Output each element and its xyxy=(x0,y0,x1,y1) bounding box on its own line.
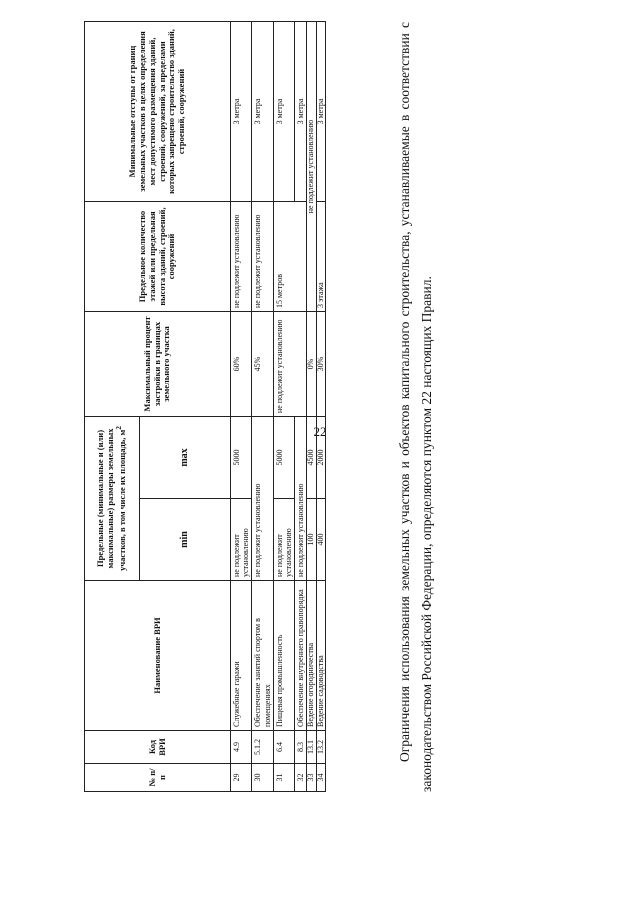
table-row xyxy=(316,22,325,792)
cell-floors: 15 метров xyxy=(273,202,307,312)
cell-code: 13.1 xyxy=(307,731,316,764)
header-size xyxy=(85,417,140,581)
cell-percent: не подлежит установлению xyxy=(273,312,307,417)
header-floors: Предельное количество этажей или предельная высота зданий, строений, сооружений xyxy=(85,202,231,312)
cell-name: Ведение огородничества xyxy=(307,581,316,731)
header-max: max xyxy=(140,417,231,499)
cell-number: 29 xyxy=(231,764,252,792)
table-row xyxy=(307,22,316,792)
header-percent: Максимальный процент застройки в границах земельного участка xyxy=(85,312,231,417)
restrictions-note xyxy=(394,22,438,792)
header-code: Код ВРИ xyxy=(85,731,231,764)
cell-max: 5000 xyxy=(231,417,252,499)
header-number: № п/п xyxy=(85,764,231,792)
cell-setback: 3 метра xyxy=(231,22,252,202)
cell-percent: 60% xyxy=(231,312,252,417)
cell-floors: не подлежит установлению xyxy=(231,202,252,312)
header-setback: Минимальные отступы от границ земельных участков в целях определения мест допустимого размещения зданий, строений, сооружений, за пределами которых запрещено строительство зданий, строений, сооружений xyxy=(85,22,231,202)
cell-name: Пищевая промышленность xyxy=(273,581,294,731)
cell-setback: 3 метра xyxy=(316,22,325,202)
cell-max: 4500 xyxy=(307,417,316,499)
cell-percent: 30% xyxy=(316,312,325,417)
cell-number: 31 xyxy=(273,764,294,792)
cell-floors-setback: не подлежит установлению xyxy=(307,22,316,312)
cell-name: Служебные гаражи xyxy=(231,581,252,731)
cell-percent: 45% xyxy=(252,312,273,417)
table-row xyxy=(252,22,273,792)
cell-setback: 3 метра xyxy=(295,22,307,202)
cell-min-max: не подлежит установлению xyxy=(295,417,307,581)
header-min: min xyxy=(140,499,231,581)
cell-name: Обеспечение занятий спортом в помещениях xyxy=(252,581,273,731)
regulations-table xyxy=(84,21,326,792)
cell-code: 13.2 xyxy=(316,731,325,764)
cell-min: не подлежит установлению xyxy=(231,499,252,581)
cell-name: Обеспечение внутреннего правопорядка xyxy=(295,581,307,731)
header-size-text: Предельные (минимальные и (или) максимальные) размеры земельных участков, в том числе их площадь, м xyxy=(94,428,128,571)
cell-min-max: не подлежит установлению xyxy=(252,417,273,581)
cell-max: 2000 xyxy=(316,417,325,499)
table-row xyxy=(273,22,294,792)
header-size-superscript: 2 xyxy=(115,426,124,430)
cell-min: 100 xyxy=(307,499,316,581)
cell-code: 6.4 xyxy=(273,731,294,764)
cell-number: 33 xyxy=(307,764,316,792)
cell-setback: 3 метра xyxy=(273,22,294,202)
cell-code: 5.1.2 xyxy=(252,731,273,764)
cell-number: 34 xyxy=(316,764,325,792)
table-row xyxy=(231,22,252,792)
cell-max: 5000 xyxy=(273,417,294,499)
header-name: Наименование ВРИ xyxy=(85,581,231,731)
note-text: Ограничения использования земельных участков и объектов капитального строительства, устанавливаемые в соответствии с законодательством Российской Федерации, определяются пунктом 22 настоящих Правил. xyxy=(397,22,434,792)
cell-code: 4.9 xyxy=(231,731,252,764)
cell-setback: 3 метра xyxy=(252,22,273,202)
cell-number: 32 xyxy=(295,764,307,792)
page-number: 22 xyxy=(313,424,327,439)
cell-floors: 3 этажа xyxy=(316,202,325,312)
cell-number: 30 xyxy=(252,764,273,792)
cell-min: не подлежит установлению xyxy=(273,499,294,581)
cell-percent: 0% xyxy=(307,312,316,417)
cell-floors: не подлежит установлению xyxy=(252,202,273,312)
cell-name: Ведение садоводства xyxy=(316,581,325,731)
cell-min: 400 xyxy=(316,499,325,581)
rotated-page-content xyxy=(40,22,600,862)
cell-code: 8.3 xyxy=(295,731,307,764)
